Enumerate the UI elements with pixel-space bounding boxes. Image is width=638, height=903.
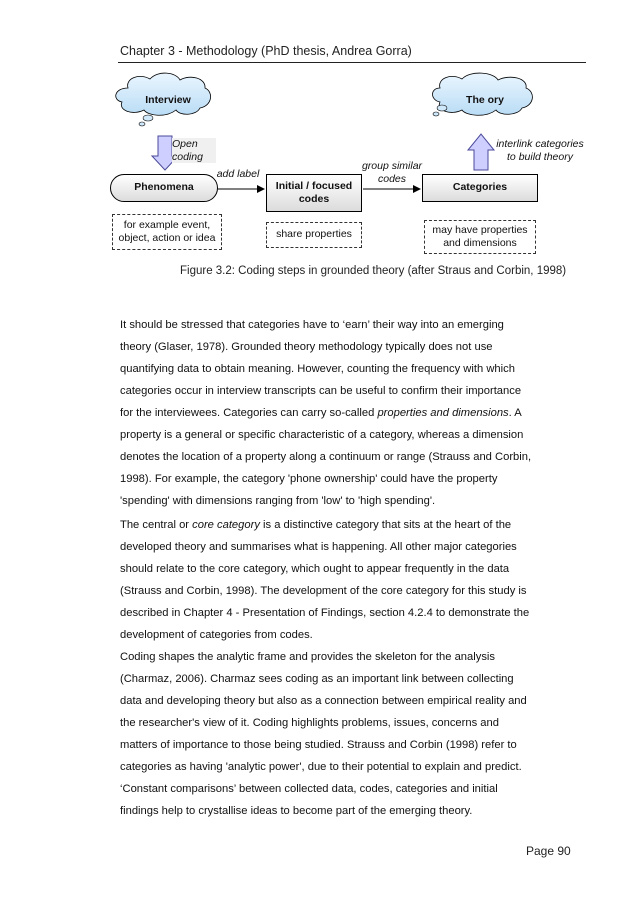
page-number: Page 90 [526,844,571,858]
p1-line: property is a general or specific characteristic of a category, whereas a dimension [120,429,524,441]
open-coding-line-2: coding [172,150,203,163]
example-note-box [112,214,222,250]
p1-line: denotes the location of a property along a continuum or range (Strauss and Corbin, [120,451,532,463]
p2-line: ‘Constant comparisons’ between collected data, codes, categories and initial [120,783,498,795]
group-similar-line-2: codes [377,172,407,185]
emphasis: properties and dimensions [377,407,509,419]
p1-line: 1998). For example, the category 'phone ownership' could have the property [120,473,498,485]
add-label-text: add label [216,168,260,180]
p1-line: categories occur in interview transcripts can be useful to confirm their importance [120,385,522,397]
p2-line: developed theory and summarises what is happening. All other major categories [120,541,517,553]
p1-line: 'spending' with dimensions ranging from 'low' to 'high spending'. [120,495,436,507]
p2-line: (Charmaz, 2006). Charmaz sees coding as an important link between collecting [120,673,514,685]
emphasis: core category [192,519,260,531]
categories-box: Categories [422,174,538,202]
may-have-line-1: may have properties [432,223,528,236]
p1-line: theory (Glaser, 1978). Grounded theory methodology typically does not use [120,341,493,353]
p2-line: matters of importance to those being studied. Strauss and Corbin (1998) refer to [120,739,517,751]
p2-line: categories as having 'analytic power', due to their potential to explain and predict. [120,761,522,773]
example-line-1: for example event, [123,218,211,231]
paragraph-2 [120,514,540,822]
interlink-line-2: to build theory [507,150,573,163]
p2-line: The central or core category is a distinctive category that sits at the heart of the [120,519,512,531]
phenomena-box: Phenomena [110,174,218,202]
interlink-label [480,138,600,163]
running-header: Chapter 3 - Methodology (PhD thesis, Andrea Gorra) [120,44,412,58]
group-similar-label [352,160,432,185]
initial-codes-line-1: Initial / focused [275,179,353,192]
coding-diagram [0,70,638,290]
open-coding-label [172,138,216,163]
may-have-line-2: and dimensions [443,237,517,249]
initial-codes-line-2: codes [298,193,330,205]
example-line-2: object, action or idea [118,232,216,244]
p2-line: findings help to crystallise ideas to become part of the emerging theory. [120,805,473,817]
p2-line: Coding shapes the analytic frame and provides the skeleton for the analysis [120,651,495,663]
interlink-line-1: interlink categories [496,138,584,150]
figure-caption: Figure 3.2: Coding steps in grounded theory (after Straus and Corbin, 1998) [180,265,567,277]
p2-line: (Strauss and Corbin, 1998). The development of the core category for this study is [120,585,527,597]
may-have-properties-box [424,220,536,254]
interview-label: Interview [145,94,191,106]
header-rule [118,62,586,63]
p1-line: quantifying data to obtain meaning. However, counting the frequency with which [120,363,515,375]
p2-line: described in Chapter 4 - Presentation of Findings, section 4.2.4 to demonstrate the [120,607,530,619]
share-properties-box: share properties [266,222,362,248]
p2-line: the researcher's view of it. Coding highlights problems, issues, concerns and [120,717,499,729]
p1-line: It should be stressed that categories have to ‘earn’ their way into an emerging [120,319,504,331]
group-similar-line-1: group similar [361,160,423,172]
p2-line: development of categories from codes. [120,629,313,641]
paragraph-1 [120,314,540,512]
p1-line: for the interviewees. Categories can carry so-called properties and dimensions. A [120,407,522,419]
theory-label: The ory [466,94,504,106]
open-coding-line-1: Open [172,138,198,150]
p2-line: should relate to the core category, which ought to appear frequently in the data [120,563,510,575]
initial-codes-box [266,174,362,212]
p2-line: data and developing theory but also as a connection between empirical reality and [120,695,527,707]
